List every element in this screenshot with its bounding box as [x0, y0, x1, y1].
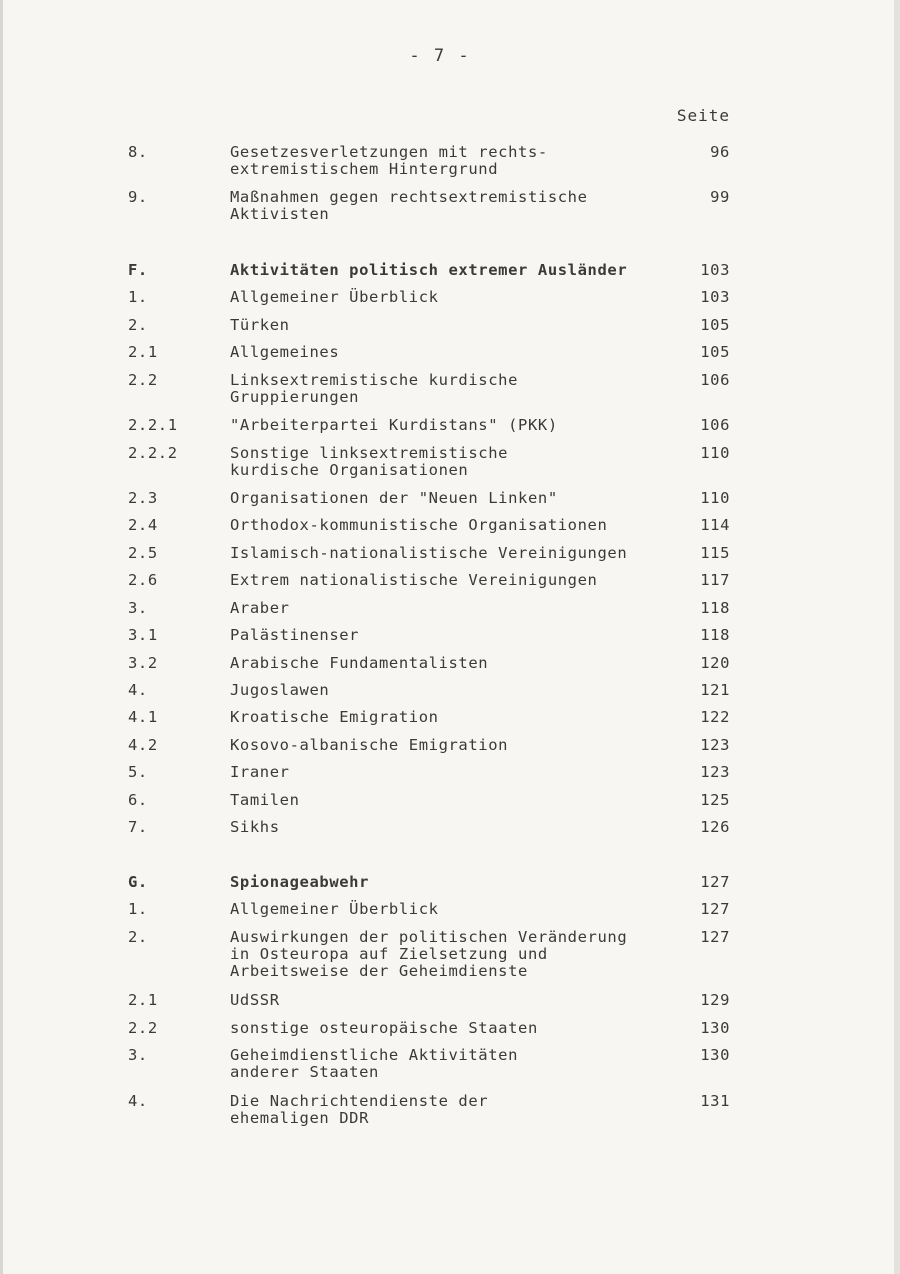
entry-title: Kosovo-albanische Emigration — [230, 736, 509, 754]
entry-number: 2. — [128, 316, 148, 334]
entry-number: 6. — [128, 791, 148, 809]
entry-number: 3.1 — [128, 626, 158, 644]
entry-page: 125 — [700, 791, 730, 809]
entry-page: 106 — [700, 371, 730, 389]
entry-number: 5. — [128, 763, 148, 781]
entry-title: Allgemeiner Überblick — [230, 900, 439, 918]
entry-number: 8. — [128, 143, 148, 161]
column-header-seite: Seite — [676, 106, 730, 125]
entry-number: 1. — [128, 900, 148, 918]
entry-page: 122 — [700, 708, 730, 726]
entry-page: 105 — [700, 316, 730, 334]
entry-page: 106 — [700, 416, 730, 434]
entry-number: 2.2 — [128, 371, 158, 389]
entry-page: 110 — [700, 444, 730, 462]
entry-number: 4. — [128, 1092, 148, 1110]
entry-title: Geheimdienstliche Aktivitäten anderer Staaten — [230, 1046, 519, 1081]
entry-number: 3.2 — [128, 654, 158, 672]
entry-title: Spionageabwehr — [230, 873, 370, 891]
page-number: - 7 - — [409, 46, 471, 66]
entry-page: 127 — [700, 928, 730, 946]
entry-number: 3. — [128, 1046, 148, 1064]
entry-number: 2.1 — [128, 343, 158, 361]
entry-number: 2. — [128, 928, 148, 946]
entry-page: 118 — [700, 599, 730, 617]
entry-page: 115 — [700, 544, 730, 562]
entry-number: 2.2 — [128, 1019, 158, 1037]
entry-title: Orthodox-kommunistische Organisationen — [230, 516, 608, 534]
entry-title: Jugoslawen — [230, 681, 330, 699]
entry-number: 4. — [128, 681, 148, 699]
entry-number: 1. — [128, 288, 148, 306]
entry-number: 4.1 — [128, 708, 158, 726]
entry-title: Linksextremistische kurdische Gruppierungen — [230, 371, 519, 406]
entry-title: UdSSR — [230, 991, 280, 1009]
entry-number: 4.2 — [128, 736, 158, 754]
entry-title: Allgemeines — [230, 343, 340, 361]
entry-number: 2.6 — [128, 571, 158, 589]
entry-title: Gesetzesverletzungen mit rechts- extremistischem Hintergrund — [230, 143, 548, 178]
entry-title: Allgemeiner Überblick — [230, 288, 439, 306]
entry-number: 9. — [128, 188, 148, 206]
entry-page: 121 — [700, 681, 730, 699]
entry-title: Islamisch-nationalistische Vereinigungen — [230, 544, 628, 562]
entry-page: 123 — [700, 763, 730, 781]
entry-page: 118 — [700, 626, 730, 644]
entry-title: Sonstige linksextremistische kurdische Organisationen — [230, 444, 509, 479]
entry-title: Iraner — [230, 763, 290, 781]
entry-number: 2.1 — [128, 991, 158, 1009]
entry-title: Palästinenser — [230, 626, 360, 644]
entry-page: 105 — [700, 343, 730, 361]
entry-title: Auswirkungen der politischen Veränderung in Osteuropa auf Zielsetzung und Arbeitsweise der Geheimdienste — [230, 928, 628, 980]
entry-page: 126 — [700, 818, 730, 836]
entry-title: Sikhs — [230, 818, 280, 836]
entry-title: Türken — [230, 316, 290, 334]
entry-page: 123 — [700, 736, 730, 754]
entry-title: Maßnahmen gegen rechtsextremistische Aktivisten — [230, 188, 588, 223]
entry-page: 130 — [700, 1019, 730, 1037]
entry-title: Aktivitäten politisch extremer Ausländer — [230, 261, 628, 279]
entry-title: Die Nachrichtendienste der ehemaligen DDR — [230, 1092, 489, 1127]
entry-number: G. — [128, 873, 148, 891]
entry-number: 2.2.1 — [128, 416, 178, 434]
entry-page: 110 — [700, 489, 730, 507]
entry-number: 7. — [128, 818, 148, 836]
entry-number: 2.3 — [128, 489, 158, 507]
entry-title: Extrem nationalistische Vereinigungen — [230, 571, 598, 589]
entry-title: sonstige osteuropäische Staaten — [230, 1019, 538, 1037]
entry-page: 127 — [700, 900, 730, 918]
entry-title: "Arbeiterpartei Kurdistans" (PKK) — [230, 416, 558, 434]
entry-page: 103 — [700, 261, 730, 279]
entry-page: 103 — [700, 288, 730, 306]
entry-number: 3. — [128, 599, 148, 617]
entry-number: 2.2.2 — [128, 444, 178, 462]
entry-number: 2.5 — [128, 544, 158, 562]
entry-page: 114 — [700, 516, 730, 534]
entry-title: Araber — [230, 599, 290, 617]
entry-page: 131 — [700, 1092, 730, 1110]
entry-page: 127 — [700, 873, 730, 891]
entry-page: 130 — [700, 1046, 730, 1064]
entry-page: 129 — [700, 991, 730, 1009]
entry-page: 99 — [710, 188, 730, 206]
entry-title: Arabische Fundamentalisten — [230, 654, 489, 672]
entry-title: Tamilen — [230, 791, 300, 809]
entry-title: Kroatische Emigration — [230, 708, 439, 726]
entry-title: Organisationen der "Neuen Linken" — [230, 489, 558, 507]
entry-page: 96 — [710, 143, 730, 161]
entry-page: 120 — [700, 654, 730, 672]
entry-number: F. — [128, 261, 148, 279]
entry-page: 117 — [700, 571, 730, 589]
entry-number: 2.4 — [128, 516, 158, 534]
